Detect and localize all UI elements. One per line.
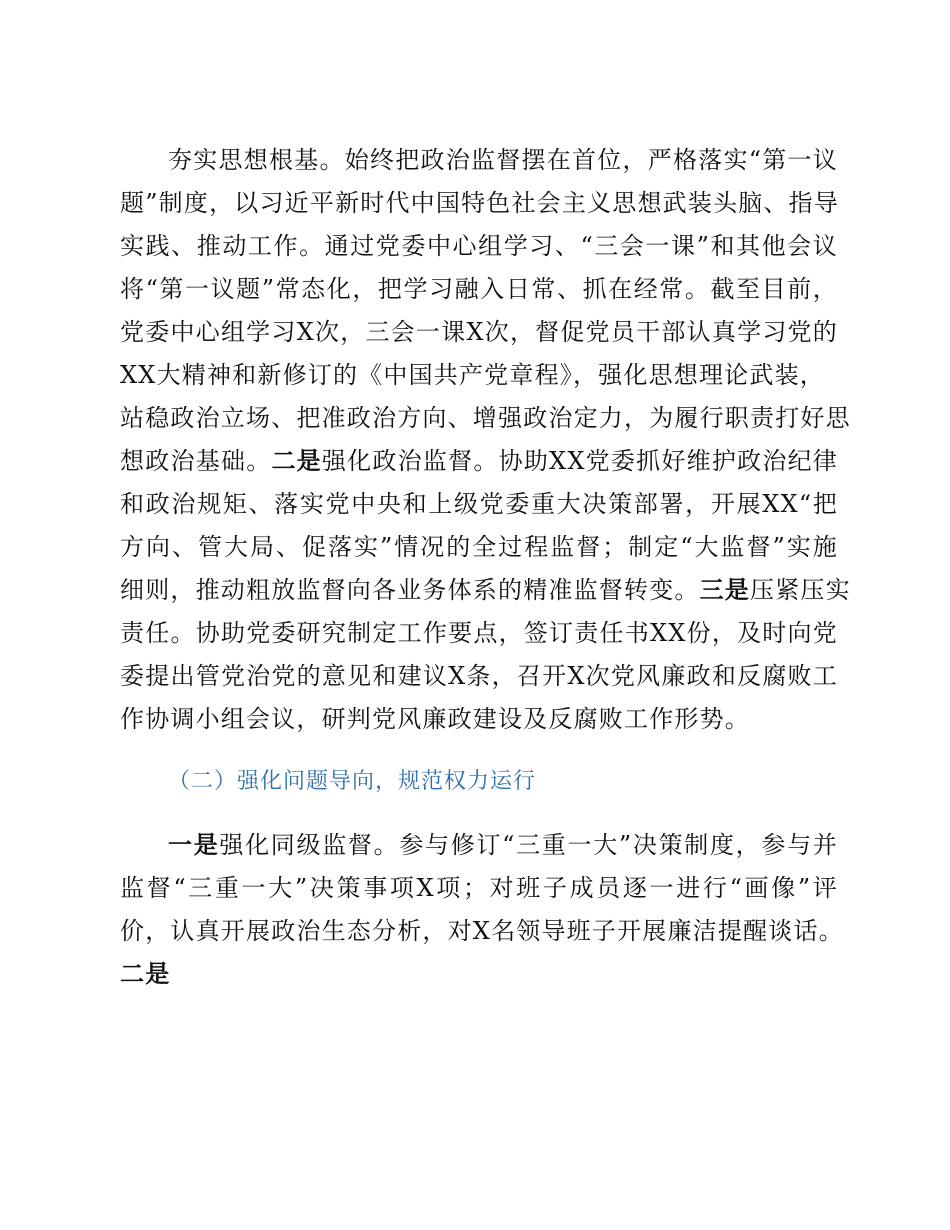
para1-line-13: 委提出管党治党的意见和建议X条，召开X次党风廉政和反腐败工	[120, 662, 838, 690]
para1-line-8-text-a: 想政治基础。	[120, 447, 272, 475]
marker-san-shi: 三是	[699, 576, 751, 604]
para2-line-2: 监督“三重一大”决策事项X项；对班子成员逐一进行“画像”评	[120, 874, 838, 902]
para1-line-5: 党委中心组学习X次，三会一课X次，督促党员干部认真学习党的	[120, 318, 838, 346]
para1-line-11-text-c: 压紧压实	[750, 576, 851, 604]
para1-line-1: 夯实思想根基。始终把政治监督摆在首位，严格落实“第一议	[168, 146, 838, 174]
marker-yi-shi: 一是	[168, 831, 220, 859]
para1-line-7: 站稳政治立场、把准政治方向、增强政治定力，为履行职责打好思	[120, 404, 851, 432]
para1-line-4: 将“第一议题”常态化，把学习融入日常、抓在经常。截至目前，	[120, 275, 838, 303]
para1-line-11-text-a: 细则，推动粗放监督向各业务体系的精准监督转变。	[120, 576, 700, 604]
para1-line-8-text-c: 强化政治监督。协助XX党委抓好维护政治纪律	[321, 447, 839, 475]
para2-line-1	[168, 830, 838, 860]
para1-line-12: 责任。协助党委研究制定工作要点，签订责任书XX份，及时向党	[120, 619, 838, 647]
para1-line-6: XX大精神和新修订的《中国共产党章程》，强化思想理论武装，	[120, 361, 825, 389]
para2-line-4: 二是	[120, 960, 171, 988]
para2-line-3: 价，认真开展政治生态分析，对X名领导班子开展廉洁提醒谈话。	[120, 917, 844, 945]
marker-er-shi: 二是	[271, 447, 322, 475]
para1-line-8	[120, 446, 838, 476]
para2-line-1-text: 强化同级监督。参与修订“三重一大”决策制度，参与并	[219, 831, 838, 859]
para1-line-11	[120, 575, 851, 605]
para1-line-3: 实践、推动工作。通过党委中心组学习、“三会一课”和其他会议	[120, 232, 838, 260]
para1-line-14: 作协调小组会议，研判党风廉政建设及反腐败工作形势。	[120, 705, 750, 733]
section-heading: （二）强化问题导向，规范权力运行	[168, 769, 537, 794]
para1-line-10: 方向、管大局、促落实”情况的全过程监督；制定“大监督”实施	[120, 533, 838, 561]
para1-line-9: 和政治规矩、落实党中央和上级党委重大决策部署，开展XX“把	[120, 490, 838, 518]
para1-line-2: 题”制度，以习近平新时代中国特色社会主义思想武装头脑、指导	[120, 189, 840, 217]
